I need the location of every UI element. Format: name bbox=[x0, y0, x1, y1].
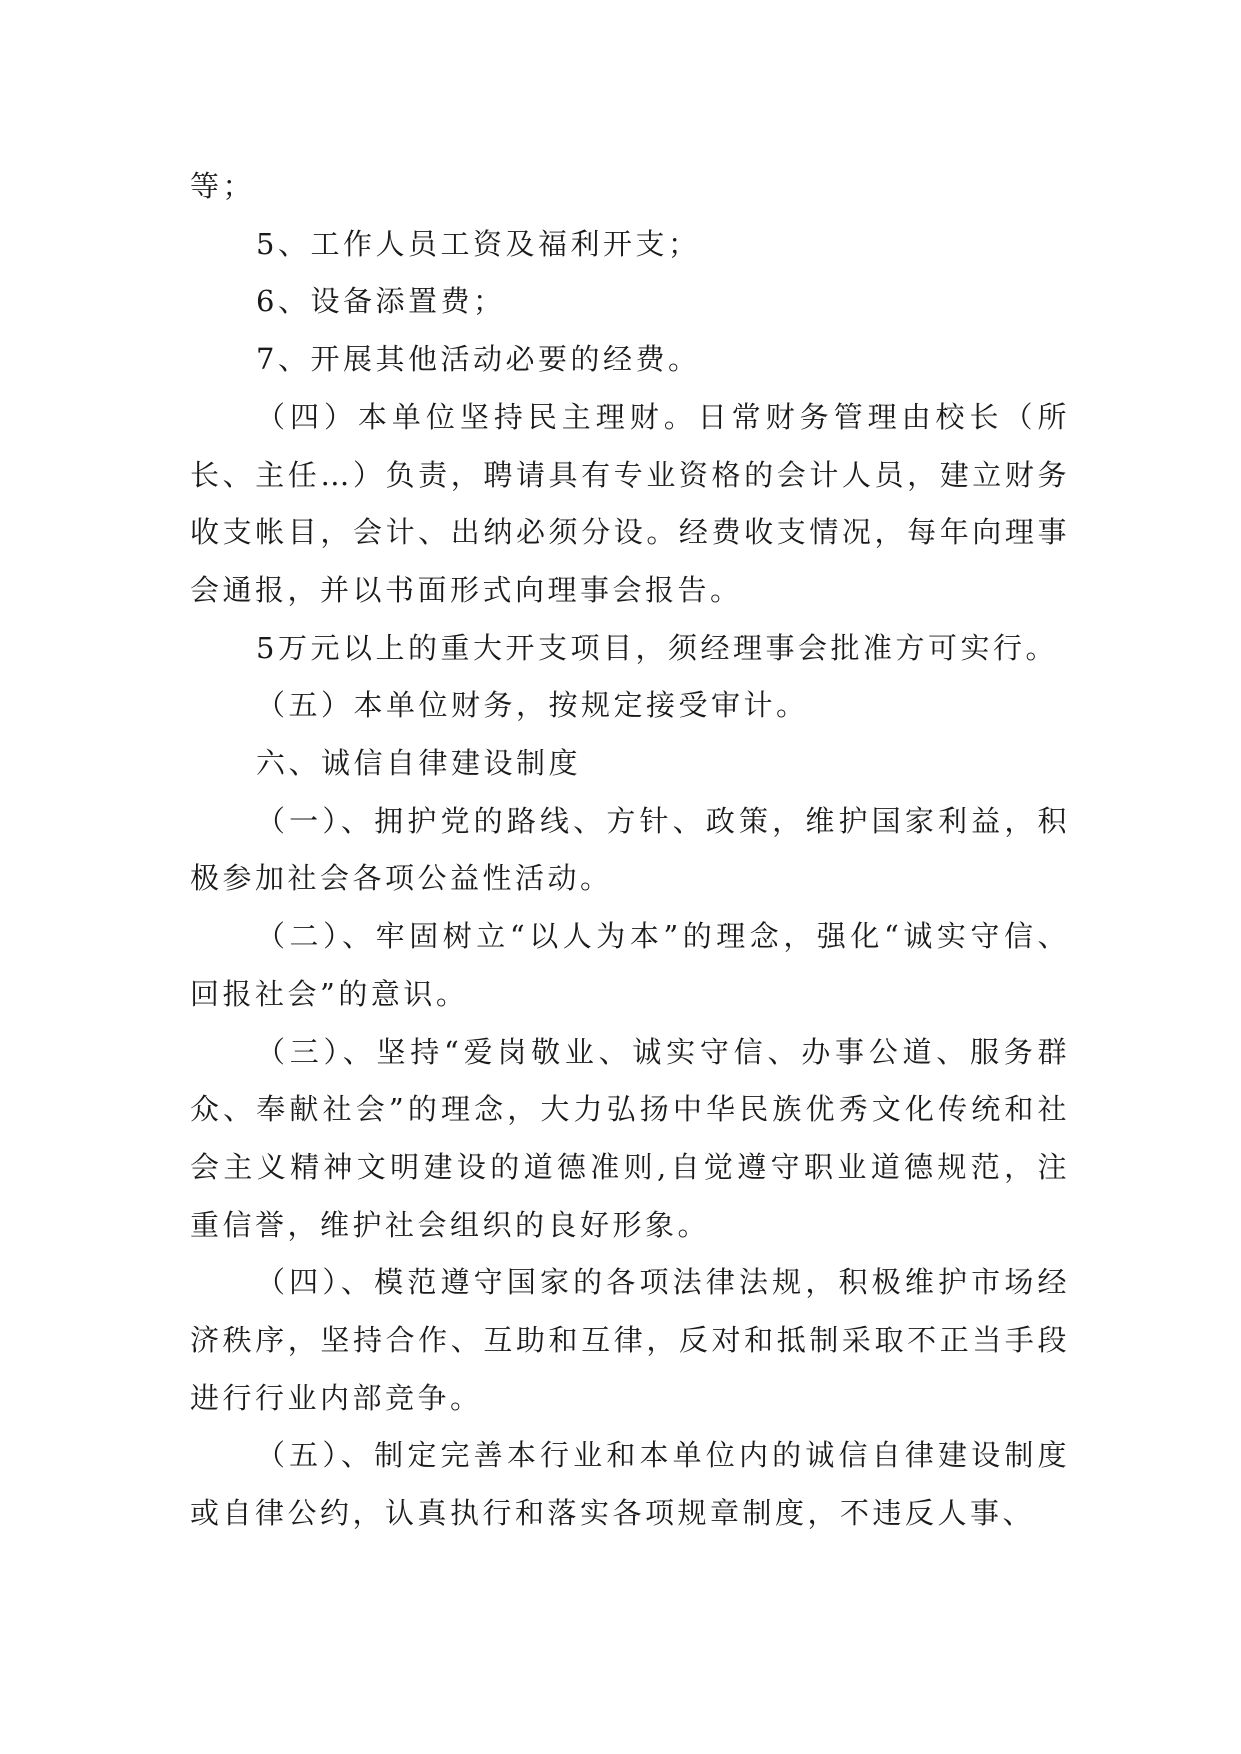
paragraph: （四）本单位坚持民主理财。日常财务管理由校长（所长、主任…）负责，聘请具有专业资格的会计人员，建立财务收支帐目，会计、出纳必须分设。经费收支情况，每年向理事会通报，并以书面形式向理事会报告。 bbox=[190, 399, 1070, 607]
paragraph: 5万元以上的重大开支项目，须经理事会批准方可实行。 bbox=[256, 630, 1058, 665]
paragraph: （一）、拥护党的路线、方针、政策，维护国家利益，积极参加社会各项公益性活动。 bbox=[190, 803, 1070, 896]
section-heading: 六、诚信自律建设制度 bbox=[256, 746, 582, 781]
paragraph: （四）、模范遵守国家的各项法律法规，积极维护市场经济秩序，坚持合作、互助和互律，反对和抵制采取不正当手段进行行业内部竞争。 bbox=[190, 1265, 1070, 1415]
paragraph: 6、设备添置费； bbox=[256, 284, 506, 319]
paragraph: 5、工作人员工资及福利开支； bbox=[256, 226, 701, 261]
document-body bbox=[190, 158, 1070, 1543]
paragraph: 等； bbox=[190, 169, 256, 203]
paragraph: （三）、坚持“爱岗敬业、诚实守信、办事公道、服务群众、奉献社会”的理念，大力弘扬中华民族优秀文化传统和社会主义精神文明建设的道德准则,自觉遵守职业道德规范，注重信誉，维护社会组织的良好形象。 bbox=[190, 1034, 1070, 1242]
paragraph: （二）、牢固树立“以人为本”的理念，强化“诚实守信、回报社会”的意识。 bbox=[190, 919, 1070, 1011]
paragraph: 7、开展其他活动必要的经费。 bbox=[256, 342, 701, 377]
paragraph: （五）本单位财务，按规定接受审计。 bbox=[256, 688, 809, 723]
paragraph: （五）、制定完善本行业和本单位内的诚信自律建设制度或自律公约，认真执行和落实各项规章制度，不违反人事、 bbox=[190, 1438, 1070, 1531]
